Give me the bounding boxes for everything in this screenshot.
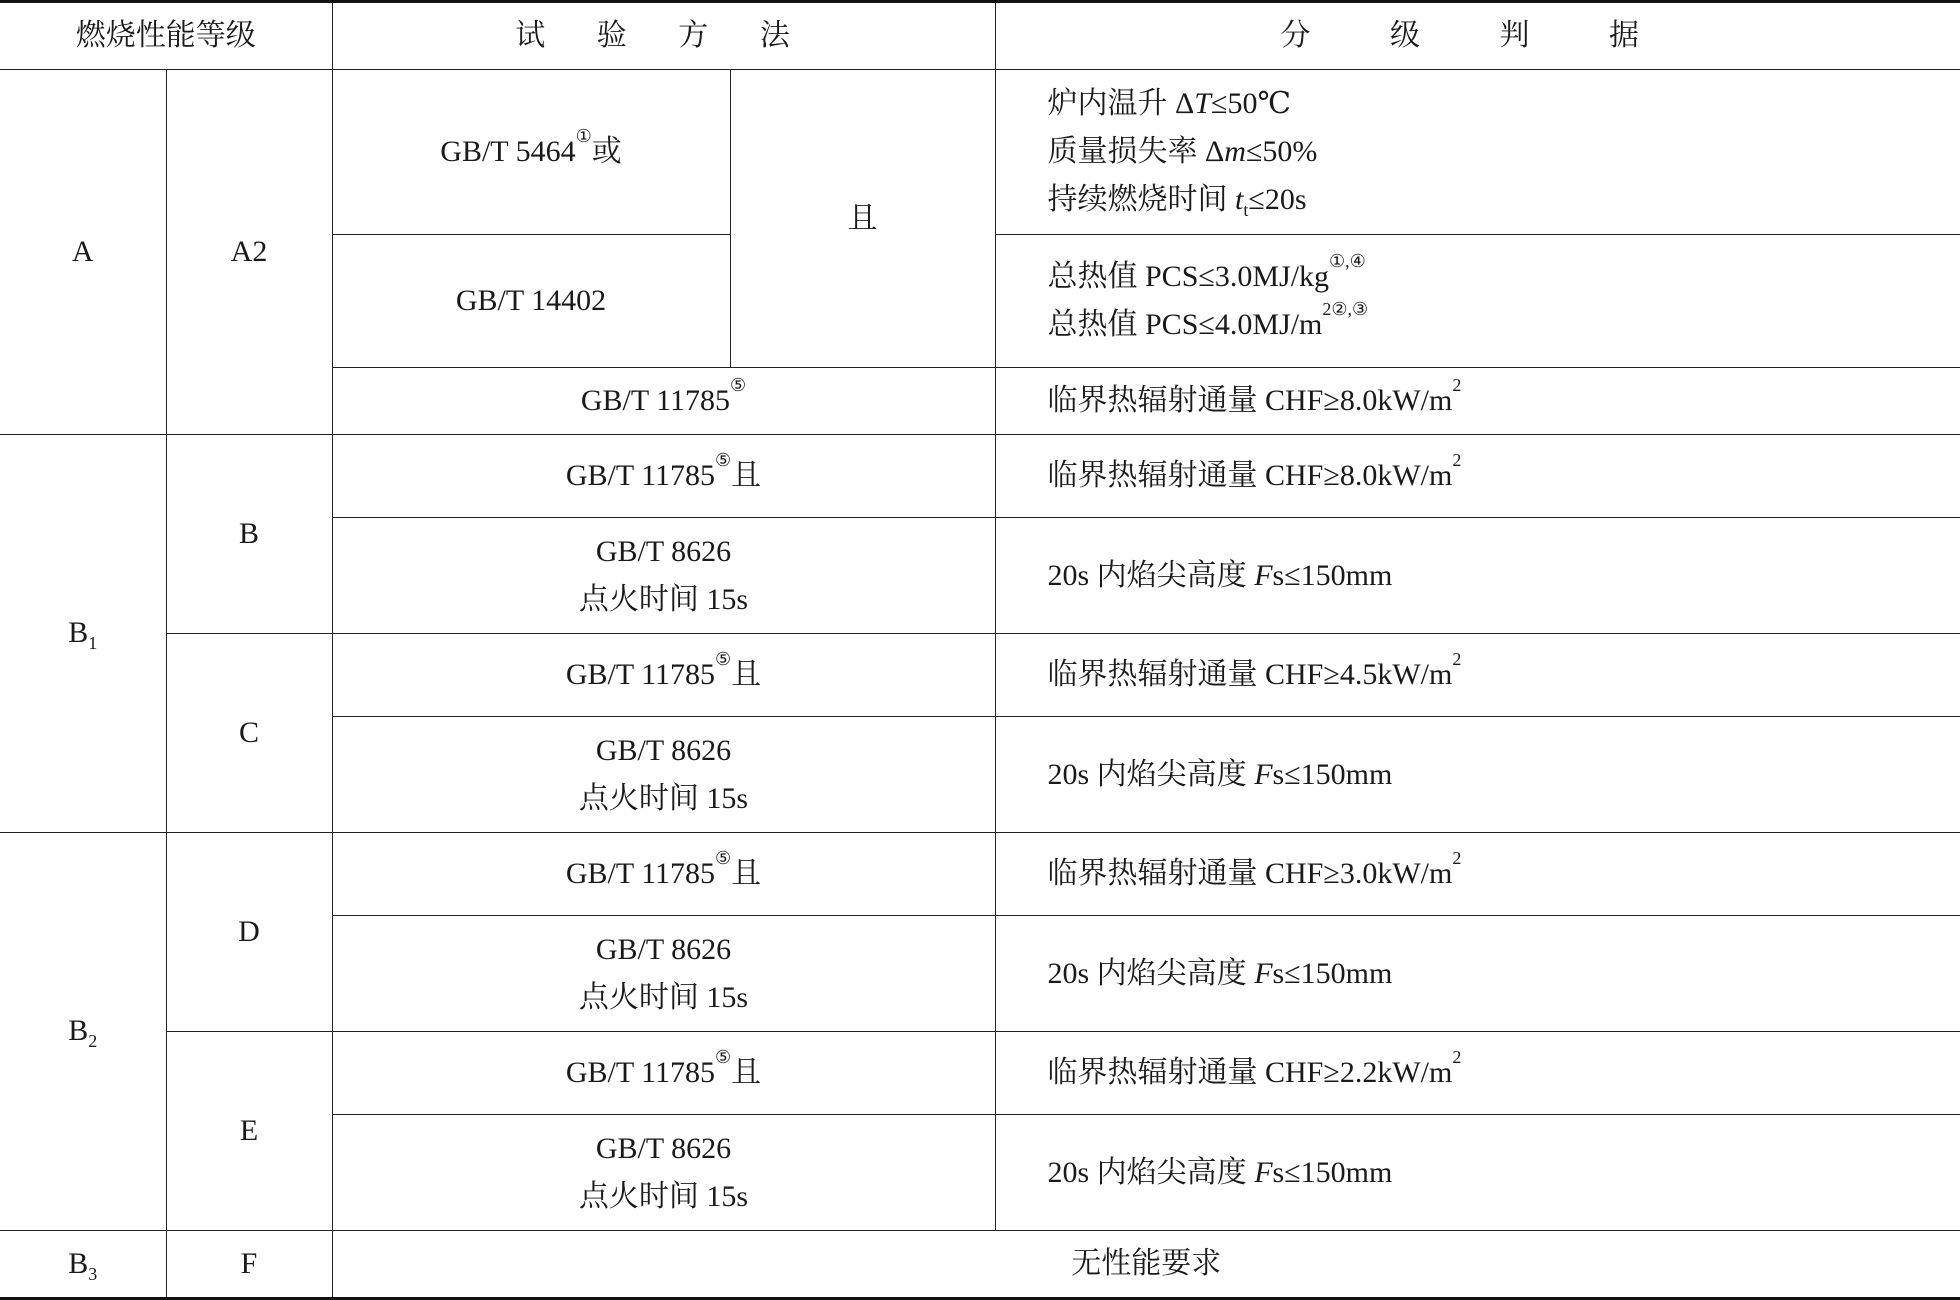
method-gbt11785-e: GB/T 11785⑤且 [332,1032,995,1115]
header-method: 试 验 方 法 [332,2,995,70]
criteria-e-flame: 20s 内焰尖高度 Fs≤150mm [995,1115,1960,1231]
class-a: A [0,70,166,435]
subclass-a2: A2 [166,70,332,435]
class-b2: $B_2$ [0,833,166,1231]
criteria-e-chf: 临界热辐射通量 $CHF\ge 2.2kW/m^2$ [995,1032,1960,1115]
method-gbt8626-b: GB/T 8626 点火时间 15s [332,518,995,634]
row-a2-noncombustibility [0,70,1960,235]
method-gbt11785-a: GB/T 11785⑤ [332,368,995,435]
header-row [0,2,1960,70]
subclass-c: C [166,634,332,833]
method-gbt8626-e: GB/T 8626 点火时间 15s [332,1115,995,1231]
criteria-b-chf: 临界热辐射通量 $CHF\ge 8.0kW/m^2$ [995,435,1960,518]
criteria-d-flame: 20s 内焰尖高度 Fs≤150mm [995,916,1960,1032]
class-b3: $B_3$ [0,1231,166,1299]
criteria-c-flame: 20s 内焰尖高度 Fs≤150mm [995,717,1960,833]
row-e-chf [0,1032,1960,1115]
criteria-d-chf: 临界热辐射通量 $CHF\ge 3.0kW/m^2$ [995,833,1960,916]
criteria-b-flame: 20s 内焰尖高度 Fs≤150mm [995,518,1960,634]
row-b-chf [0,435,1960,518]
no-requirement: 无性能要求 [332,1231,1960,1299]
row-d-chf [0,833,1960,916]
row-f [0,1231,1960,1299]
and-label: 且 [730,70,995,368]
method-gbt8626-c: GB/T 8626 点火时间 15s [332,717,995,833]
criteria-a2-furnace: 炉内温升 ΔT≤50℃ 质量损失率 Δm≤50% 持续燃烧时间 $t_t\le 20s$ [995,70,1960,235]
criteria-c-chf: 临界热辐射通量 $CHF\ge 4.5kW/m^2$ [995,634,1960,717]
method-gbt14402: GB/T 14402 [332,235,730,368]
row-c-chf [0,634,1960,717]
method-gbt11785-c: GB/T 11785⑤且 [332,634,995,717]
header-class: 燃烧性能等级 [0,2,332,70]
method-gbt11785-d: GB/T 11785⑤且 [332,833,995,916]
criteria-a2-chf: 临界热辐射通量 $CHF\ge 8.0kW/m^2$ [995,368,1960,435]
subclass-b: B [166,435,332,634]
subclass-e: E [166,1032,332,1231]
header-criteria: 分 级 判 据 [995,2,1960,70]
class-b1: $B_1$ [0,435,166,833]
criteria-a2-pcs: 总热值 PCS≤3.0MJ/kg①,④ 总热值 $PCS\le 4.0MJ/m^{2②,③}$ [995,235,1960,368]
method-gbt5464: GB/T 5464①或 [332,70,730,235]
method-gbt8626-d: GB/T 8626 点火时间 15s [332,916,995,1032]
subclass-d: D [166,833,332,1032]
subclass-f: F [166,1231,332,1299]
method-gbt11785-b: GB/T 11785⑤且 [332,435,995,518]
